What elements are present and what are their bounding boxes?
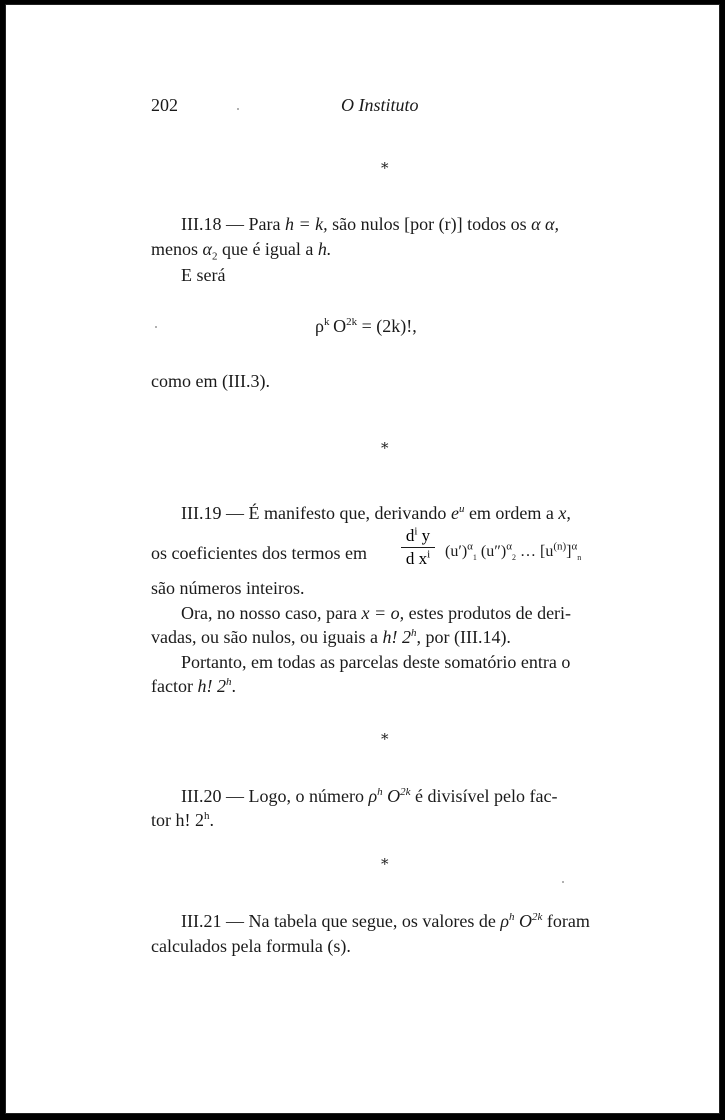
s19-line4-x: x = o,: [361, 603, 405, 623]
s19-line5-hexp: h: [410, 627, 417, 639]
prod-u2: (u″): [476, 543, 507, 560]
prod-a2: α: [506, 540, 513, 553]
s18-line3: E será: [181, 265, 226, 285]
prod-u3: … [u: [516, 543, 554, 560]
s19-line7-end: .: [231, 676, 236, 696]
s21-line2: calculados pela formula (s).: [151, 936, 351, 956]
s20-O-exp: 2k: [400, 786, 411, 798]
s20-line1-text: — Logo, o número: [225, 786, 364, 806]
section-separator: *: [381, 855, 389, 873]
frac-den: d x: [405, 549, 428, 568]
s20-line2-exp: h: [204, 810, 210, 822]
s19-line5-h: h! 2: [382, 627, 411, 647]
frac-num-d: d: [405, 526, 415, 545]
s19-line3: são números inteiros.: [151, 578, 305, 598]
page-number: 202: [151, 95, 178, 115]
s20-line2-text: tor h! 2: [151, 810, 204, 830]
formula-O: O: [333, 316, 347, 336]
s19-line7-hexp: h: [225, 676, 232, 688]
s21-O-exp: 2k: [532, 911, 543, 923]
formula-rhs: = (2k)!,: [361, 316, 417, 336]
s18-line4: como em (III.3).: [151, 371, 270, 391]
s19-line5-start: vadas, ou são nulos, ou iguais a: [151, 627, 378, 647]
frac-num-sup: i: [414, 525, 418, 538]
section-separator: *: [381, 159, 389, 177]
page: [5, 4, 720, 1114]
running-title: O Instituto: [341, 95, 419, 115]
s19-line1-x: x,: [558, 503, 571, 523]
section-separator: *: [381, 730, 389, 748]
s18-formula: [315, 317, 417, 335]
s20-line2: [151, 811, 214, 829]
s18-line2-rest: que é igual a: [221, 239, 314, 259]
s20-rho-exp: h: [377, 786, 383, 798]
s20-O: O: [387, 786, 401, 806]
s19-line6: Portanto, em todas as parcelas deste somatório entra o: [181, 652, 571, 672]
s20-rho: ρ: [368, 786, 378, 806]
s18-label: III.18: [181, 214, 222, 234]
formula-rho-exp: k: [323, 316, 330, 328]
scan-speck: [237, 108, 239, 110]
s18-line1-text: — Para: [225, 214, 281, 234]
s19-product: [445, 540, 582, 563]
s19-fraction: [401, 526, 435, 569]
s20-line1-rest: é divisível pelo fac-: [415, 786, 558, 806]
scan-speck: [562, 881, 564, 883]
s18-line1-eq: h = k,: [284, 214, 328, 234]
s19-line7: [151, 677, 236, 695]
s19-label: III.19: [181, 503, 222, 523]
s19-line1: [181, 504, 571, 522]
s20-label: III.20: [181, 786, 222, 806]
s19-line2-text: os coeficientes dos termos em: [151, 543, 367, 563]
s18-line2-start: menos: [151, 239, 198, 259]
fraction-numerator: [401, 526, 435, 546]
section-separator: *: [381, 439, 389, 457]
s20-line2-end: .: [209, 810, 214, 830]
s18-line1: [181, 215, 559, 233]
formula-rho: ρ: [315, 316, 324, 336]
s21-line1-rest: foram: [546, 911, 590, 931]
s21-O: O: [519, 911, 533, 931]
s19-line4-rest: estes produtos de deri-: [408, 603, 572, 623]
s21-line1-text: — Na tabela que segue, os valores de: [225, 911, 496, 931]
prod-an: α: [571, 540, 578, 553]
s19-line1-eexp: u: [458, 503, 465, 515]
s18-line2-alpha: α: [202, 239, 212, 259]
s18-line2-sub: 2: [211, 250, 218, 263]
s19-line5-rest: , por (III.14).: [416, 627, 511, 647]
prod-s2: 2: [512, 553, 517, 563]
s19-line7-start: factor: [151, 676, 193, 696]
formula-O-exp: 2k: [346, 316, 358, 328]
s18-line1-rest: são nulos [por (r)] todos os: [332, 214, 527, 234]
s19-line1-dash: — É manifesto que, derivando: [225, 503, 447, 523]
s19-line1-rest: em ordem a: [468, 503, 554, 523]
prod-u1: (u′): [445, 543, 468, 560]
s18-line2: [151, 239, 332, 263]
s21-rho-exp: h: [509, 911, 515, 923]
s19-line4-start: Ora, no nosso caso, para: [181, 603, 357, 623]
prod-sn: n: [577, 553, 582, 563]
s18-line1-alpha: α α,: [531, 214, 559, 234]
s21-line1: [181, 912, 590, 930]
scan-speck: [155, 326, 157, 328]
s18-line2-h: h.: [317, 239, 332, 259]
s21-label: III.21: [181, 911, 222, 931]
frac-num-y: y: [417, 526, 431, 545]
s19-line7-h: h! 2: [197, 676, 226, 696]
prod-s1: 1: [472, 553, 477, 563]
s19-line1-e: e: [450, 503, 459, 523]
prod-bracket: ]: [566, 543, 572, 560]
s21-rho: ρ: [500, 911, 510, 931]
prod-n: (n): [553, 540, 567, 553]
prod-a1: α: [467, 540, 473, 553]
frac-den-sup: i: [427, 548, 431, 561]
s20-line1: [181, 787, 557, 805]
fraction-denominator: [401, 549, 435, 569]
s19-line5: [151, 628, 511, 646]
s19-line4: [181, 604, 571, 622]
